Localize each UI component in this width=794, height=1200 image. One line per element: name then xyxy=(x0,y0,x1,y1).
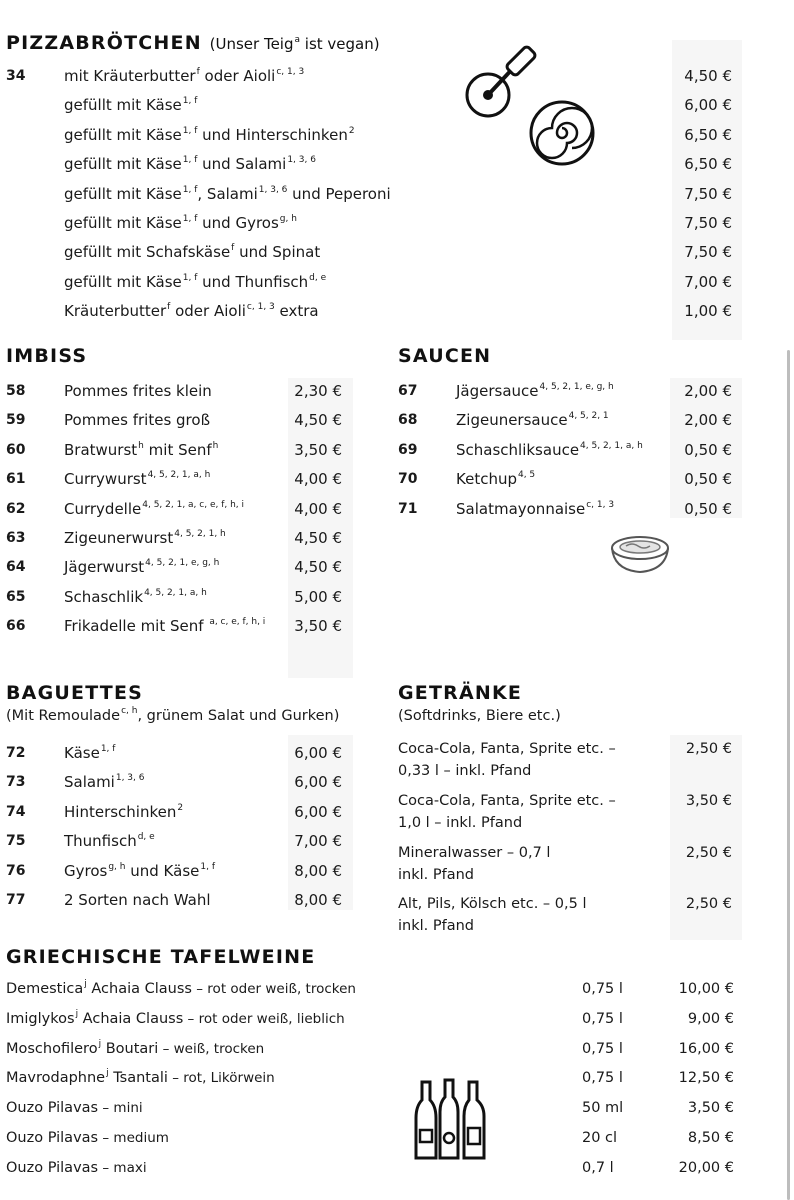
wine-name xyxy=(6,1067,275,1089)
item-price: 5,00 € xyxy=(294,587,342,606)
wine-item-row xyxy=(0,1097,794,1119)
text-part: mit Kräuterbutter xyxy=(64,67,196,85)
wine-price: 16,00 € xyxy=(678,1040,734,1057)
text-part: Bratwurst xyxy=(64,440,138,459)
text-part: Ouzo Pilavas xyxy=(6,1159,99,1176)
wine-price: 3,50 € xyxy=(687,1100,734,1117)
item-name xyxy=(64,742,115,764)
text-part: und Thunfisch xyxy=(197,272,309,291)
allergen-superscript: j xyxy=(84,979,87,989)
drink-item xyxy=(398,738,738,782)
item-price: 0,50 € xyxy=(684,440,732,459)
text-part: Demestica xyxy=(6,981,84,997)
item-price: 8,00 € xyxy=(294,891,342,909)
item-price: 8,00 € xyxy=(294,861,342,880)
item-price: 2,30 € xyxy=(294,382,342,400)
imbiss-item-row xyxy=(0,556,380,578)
pizza-item-row xyxy=(0,153,794,175)
item-number: 65 xyxy=(6,588,26,605)
text-part: Salami xyxy=(64,773,115,792)
text-part: gefüllt mit Käse xyxy=(64,155,182,174)
item-name xyxy=(64,615,265,637)
wine-size: 20 cl xyxy=(582,1130,618,1146)
text-part: Currywurst xyxy=(64,470,147,489)
allergen-superscript: d, e xyxy=(137,832,155,843)
weine-title: GRIECHISCHE TAFELWEINE xyxy=(6,946,316,968)
item-price: 4,50 € xyxy=(684,67,732,85)
item-price: 4,50 € xyxy=(294,558,342,577)
item-name xyxy=(64,556,219,578)
bottles-icon xyxy=(408,1078,494,1162)
getraenke-title: GETRÄNKE xyxy=(398,682,523,704)
item-price: 4,00 € xyxy=(294,470,342,489)
allergen-superscript: g, h xyxy=(279,214,297,224)
item-price: 7,00 € xyxy=(684,272,732,291)
item-price: 4,50 € xyxy=(294,411,342,430)
pizza-item-row xyxy=(0,94,794,116)
text-part: gefüllt mit Schafskäse xyxy=(64,243,231,262)
wine-description: – maxi xyxy=(98,1159,147,1176)
text-part: Salatmayonnaise xyxy=(456,499,586,518)
item-name xyxy=(64,860,215,882)
item-name xyxy=(456,498,614,520)
allergen-superscript: 2 xyxy=(348,125,355,136)
wine-size: 0,7 l xyxy=(582,1159,614,1176)
item-number: 58 xyxy=(6,383,26,399)
wine-size: 0,75 l xyxy=(582,1070,623,1087)
item-name xyxy=(64,889,211,911)
drink-item xyxy=(398,893,738,937)
item-name xyxy=(456,468,535,490)
text-part: Boutari xyxy=(101,1040,159,1057)
item-name xyxy=(64,801,183,823)
wine-size: 0,75 l xyxy=(582,1040,623,1057)
text-part: Hinterschinken xyxy=(64,802,177,821)
text-part: Schaschliksauce xyxy=(456,440,580,459)
imbiss-title: IMBISS xyxy=(6,345,88,367)
item-name xyxy=(64,241,320,263)
item-price: 6,00 € xyxy=(294,802,342,821)
item-number: 59 xyxy=(6,412,26,429)
wine-price: 8,50 € xyxy=(687,1130,734,1146)
drink-line1: Mineralwasser – 0,7 l xyxy=(398,845,551,861)
wine-description: – rot oder weiß, lieblich xyxy=(183,1010,345,1027)
item-price: 7,50 € xyxy=(684,214,732,232)
item-number: 73 xyxy=(6,774,26,791)
baguette-item-row xyxy=(0,830,380,852)
text-part: Achaia Clauss xyxy=(78,1010,184,1027)
allergen-superscript: f xyxy=(231,243,235,254)
baguettes-note: (Mit Remoulade$^{c, h}$, grünem Salat und Gurken) xyxy=(6,706,340,724)
text-part: gefüllt mit Käse xyxy=(64,96,182,115)
text-part: Moschofilero xyxy=(6,1040,98,1057)
drink-line2: inkl. Pfand xyxy=(398,867,474,883)
sauce-item-row xyxy=(0,439,794,461)
allergen-superscript: 4, 5, 2, 1, e, g, h xyxy=(145,558,220,569)
text-part: Currydelle xyxy=(64,499,142,518)
sauce-item-row xyxy=(0,498,794,520)
pizza-subtitle: (Unser Teig$^a$ ist vegan) xyxy=(209,35,380,53)
text-part: Frikadelle mit Senf xyxy=(64,617,209,636)
allergen-superscript: 1, 3, 6 xyxy=(115,773,145,784)
item-price: 6,00 € xyxy=(294,744,342,762)
wine-price: 12,50 € xyxy=(678,1070,734,1087)
text-part: Imiglykos xyxy=(6,1010,75,1027)
allergen-superscript: d, e xyxy=(309,272,327,283)
drink-line1: Coca-Cola, Fanta, Sprite etc. – xyxy=(398,793,616,809)
text-part: Ouzo Pilavas xyxy=(6,1130,99,1146)
item-price: 3,50 € xyxy=(294,440,342,459)
item-name xyxy=(64,830,155,852)
allergen-superscript: 1, f xyxy=(182,155,198,166)
item-price: 6,50 € xyxy=(684,155,732,174)
wine-item-row xyxy=(0,1067,794,1089)
drink-line2: 0,33 l – inkl. Pfand xyxy=(398,763,532,779)
item-price: 7,50 € xyxy=(684,243,732,262)
item-price: 7,00 € xyxy=(294,832,342,851)
allergen-superscript: 1, f xyxy=(182,184,198,195)
allergen-superscript: 1, f xyxy=(182,125,198,136)
item-name xyxy=(64,771,144,793)
getraenke-note: (Softdrinks, Biere etc.) xyxy=(398,708,561,724)
pizza-item-row xyxy=(0,65,794,87)
allergen-superscript: j xyxy=(106,1068,109,1079)
drink-item xyxy=(398,790,738,834)
allergen-superscript: 1, 3, 6 xyxy=(287,155,316,166)
pizza-item-row xyxy=(0,241,794,263)
item-number: 64 xyxy=(6,559,26,576)
allergen-superscript: 4, 5, 2, 1, h xyxy=(174,529,226,539)
allergen-superscript: 4, 5, 2, 1, a, h xyxy=(147,470,211,481)
allergen-superscript: g, h xyxy=(108,861,126,872)
item-number: 34 xyxy=(6,68,26,84)
wine-description: – weiß, trocken xyxy=(158,1040,265,1057)
drink-line1: Coca-Cola, Fanta, Sprite etc. – xyxy=(398,741,616,757)
item-name xyxy=(64,300,319,322)
allergen-superscript: 4, 5, 2, 1, e, g, h xyxy=(539,382,614,392)
pizza-roll-icon xyxy=(522,98,602,168)
pizza-heading xyxy=(6,32,380,54)
wine-size: 0,75 l xyxy=(582,981,623,997)
scrollbar[interactable] xyxy=(787,350,790,1200)
item-number: 74 xyxy=(6,803,26,820)
wine-size: 0,75 l xyxy=(582,1010,623,1027)
pizza-item-row xyxy=(0,124,794,146)
baguette-item-row xyxy=(0,742,380,764)
wine-price: 10,00 € xyxy=(678,981,734,997)
wine-name xyxy=(6,1097,143,1119)
item-name xyxy=(64,271,326,293)
wine-price: 20,00 € xyxy=(678,1159,734,1176)
item-name xyxy=(64,94,197,116)
item-number: 60 xyxy=(6,441,26,458)
baguette-item-row xyxy=(0,889,380,911)
text-part: Ketchup xyxy=(456,470,517,489)
wine-description: – mini xyxy=(98,1100,143,1117)
pizza-item-row xyxy=(0,212,794,234)
item-price: 4,50 € xyxy=(294,529,342,547)
text-part: und Spinat xyxy=(234,243,321,262)
allergen-superscript: 4, 5, 2, 1, a, h xyxy=(580,440,643,451)
item-name xyxy=(64,65,304,87)
wine-description: – rot, Likörwein xyxy=(167,1070,275,1087)
item-price: 6,50 € xyxy=(684,125,732,144)
item-price: 4,00 € xyxy=(294,499,342,518)
allergen-superscript: h xyxy=(212,440,219,451)
text-part: und Käse xyxy=(125,861,200,880)
text-part: Kräuterbutter xyxy=(64,302,167,321)
allergen-superscript: 4, 5, 2, 1, a, c, e, f, h, i xyxy=(142,499,245,510)
text-part: Ouzo Pilavas xyxy=(6,1100,99,1117)
item-name xyxy=(64,586,207,608)
item-number: 66 xyxy=(6,618,26,635)
text-part: Thunfisch xyxy=(64,832,137,851)
allergen-superscript: 4, 5, 2, 1 xyxy=(568,411,609,422)
baguette-item-row xyxy=(0,801,380,823)
item-price: 6,00 € xyxy=(684,96,732,115)
allergen-superscript: 2 xyxy=(177,802,184,813)
drink-line1: Alt, Pils, Kölsch etc. – 0,5 l xyxy=(398,896,587,912)
sauce-item-row xyxy=(0,468,794,490)
allergen-superscript: 1, 3, 6 xyxy=(258,184,288,195)
text-part: gefüllt mit Käse xyxy=(64,272,182,291)
item-number: 70 xyxy=(398,471,418,488)
drink-price: 2,50 € xyxy=(685,741,732,757)
allergen-superscript: 1, f xyxy=(100,744,116,754)
text-part: Zigeunersauce xyxy=(456,411,568,430)
wine-name xyxy=(6,978,356,1000)
allergen-superscript: a, c, e, f, h, i xyxy=(209,617,266,628)
pizza-item-row xyxy=(0,271,794,293)
pizza-title: PIZZABRÖTCHEN xyxy=(6,32,202,54)
allergen-superscript: 1, f xyxy=(182,272,198,283)
allergen-superscript: 4, 5, 2, 1, a, h xyxy=(144,587,207,598)
wine-name xyxy=(6,1038,264,1060)
item-number: 77 xyxy=(6,892,26,908)
text-part: Pommes frites klein xyxy=(64,382,212,400)
text-part: Käse xyxy=(64,744,100,762)
allergen-superscript: 1, f xyxy=(182,214,198,224)
wine-item-row xyxy=(0,1157,794,1179)
item-number: 68 xyxy=(398,412,418,429)
text-part: oder Aioli xyxy=(199,67,276,85)
item-price: 0,50 € xyxy=(684,470,732,489)
baguette-item-row xyxy=(0,860,380,882)
wine-item-row xyxy=(0,1127,794,1149)
item-price: 0,50 € xyxy=(684,499,732,518)
item-name xyxy=(64,153,316,175)
text-part: extra xyxy=(274,302,319,321)
pizza-item-row xyxy=(0,300,794,322)
baguettes-title: BAGUETTES xyxy=(6,682,144,704)
sauce-bowl-icon xyxy=(608,528,672,580)
item-name xyxy=(456,439,643,461)
text-part: Gyros xyxy=(64,861,108,880)
text-part: Achaia Clauss xyxy=(86,981,192,997)
pizza-item-row xyxy=(0,183,794,205)
wine-name xyxy=(6,1008,345,1030)
item-number: 62 xyxy=(6,500,26,517)
allergen-superscript: 1, f xyxy=(200,861,215,872)
text-part: mit Senf xyxy=(143,440,212,459)
item-price: 1,00 € xyxy=(684,302,732,321)
wine-item-row xyxy=(0,1038,794,1060)
text-part: und Peperoni xyxy=(287,184,391,203)
item-number: 76 xyxy=(6,862,26,879)
text-part: , Salami xyxy=(197,184,258,203)
imbiss-item-row xyxy=(0,527,380,549)
sauce-item-row xyxy=(0,409,794,431)
text-part: und Hinterschinken xyxy=(197,125,348,144)
text-part: oder Aioli xyxy=(170,302,246,321)
wine-name xyxy=(6,1127,169,1149)
allergen-superscript: c, 1, 3 xyxy=(586,499,615,510)
item-name xyxy=(456,380,614,402)
text-part: Jägersauce xyxy=(456,382,539,400)
item-name xyxy=(456,409,609,431)
item-name xyxy=(64,183,391,205)
item-name xyxy=(64,212,297,234)
drink-line2: inkl. Pfand xyxy=(398,918,474,934)
item-name xyxy=(64,527,226,549)
text-part: Schaschlik xyxy=(64,587,144,606)
allergen-superscript: j xyxy=(98,1038,102,1049)
drink-price: 2,50 € xyxy=(685,896,732,912)
item-price: 3,50 € xyxy=(294,617,342,636)
item-number: 71 xyxy=(398,500,418,517)
item-number: 72 xyxy=(6,745,26,761)
text-part: und Salami xyxy=(197,155,287,174)
text-part: gefüllt mit Käse xyxy=(64,184,182,203)
saucen-title: SAUCEN xyxy=(398,345,492,367)
allergen-superscript: 1, f xyxy=(182,96,198,107)
allergen-superscript: f xyxy=(196,67,200,77)
item-price: 7,50 € xyxy=(684,184,732,203)
wine-item-row xyxy=(0,1008,794,1030)
text-part: Zigeunerwurst xyxy=(64,529,174,547)
wine-item-row xyxy=(0,978,794,1000)
drink-price: 2,50 € xyxy=(685,845,732,861)
text-part: Pommes frites groß xyxy=(64,411,211,430)
allergen-superscript: h xyxy=(138,440,144,451)
drink-item xyxy=(398,842,738,886)
wine-name xyxy=(6,1157,147,1179)
item-name xyxy=(64,124,355,146)
text-part: 2 Sorten nach Wahl xyxy=(64,891,211,909)
allergen-superscript: f xyxy=(167,302,171,313)
sauce-item-row xyxy=(0,380,794,402)
allergen-superscript: j xyxy=(75,1008,79,1019)
wine-price: 9,00 € xyxy=(687,1010,734,1027)
allergen-superscript: 4, 5 xyxy=(517,470,536,481)
text-part: und Gyros xyxy=(197,214,279,232)
text-part: gefüllt mit Käse xyxy=(64,214,182,232)
wine-description: – rot oder weiß, trocken xyxy=(191,981,356,997)
text-part: Tsantali xyxy=(108,1070,168,1087)
allergen-superscript: c, 1, 3 xyxy=(246,302,275,313)
baguette-item-row xyxy=(0,771,380,793)
text-part: Mavrodaphne xyxy=(6,1070,106,1087)
item-number: 67 xyxy=(398,383,418,399)
imbiss-item-row xyxy=(0,586,380,608)
item-number: 69 xyxy=(398,441,418,458)
wine-size: 50 ml xyxy=(582,1100,624,1117)
wine-description: – medium xyxy=(98,1130,169,1146)
imbiss-item-row xyxy=(0,615,380,637)
item-number: 75 xyxy=(6,833,26,850)
item-number: 61 xyxy=(6,471,26,488)
text-part: Jägerwurst xyxy=(64,558,145,577)
drink-price: 3,50 € xyxy=(685,793,732,809)
text-part: gefüllt mit Käse xyxy=(64,125,182,144)
allergen-superscript: c, 1, 3 xyxy=(276,67,305,77)
drink-line2: 1,0 l – inkl. Pfand xyxy=(398,815,523,831)
item-price: 2,00 € xyxy=(684,411,732,430)
item-number: 63 xyxy=(6,530,26,546)
item-price: 2,00 € xyxy=(684,382,732,400)
item-price: 6,00 € xyxy=(294,773,342,792)
